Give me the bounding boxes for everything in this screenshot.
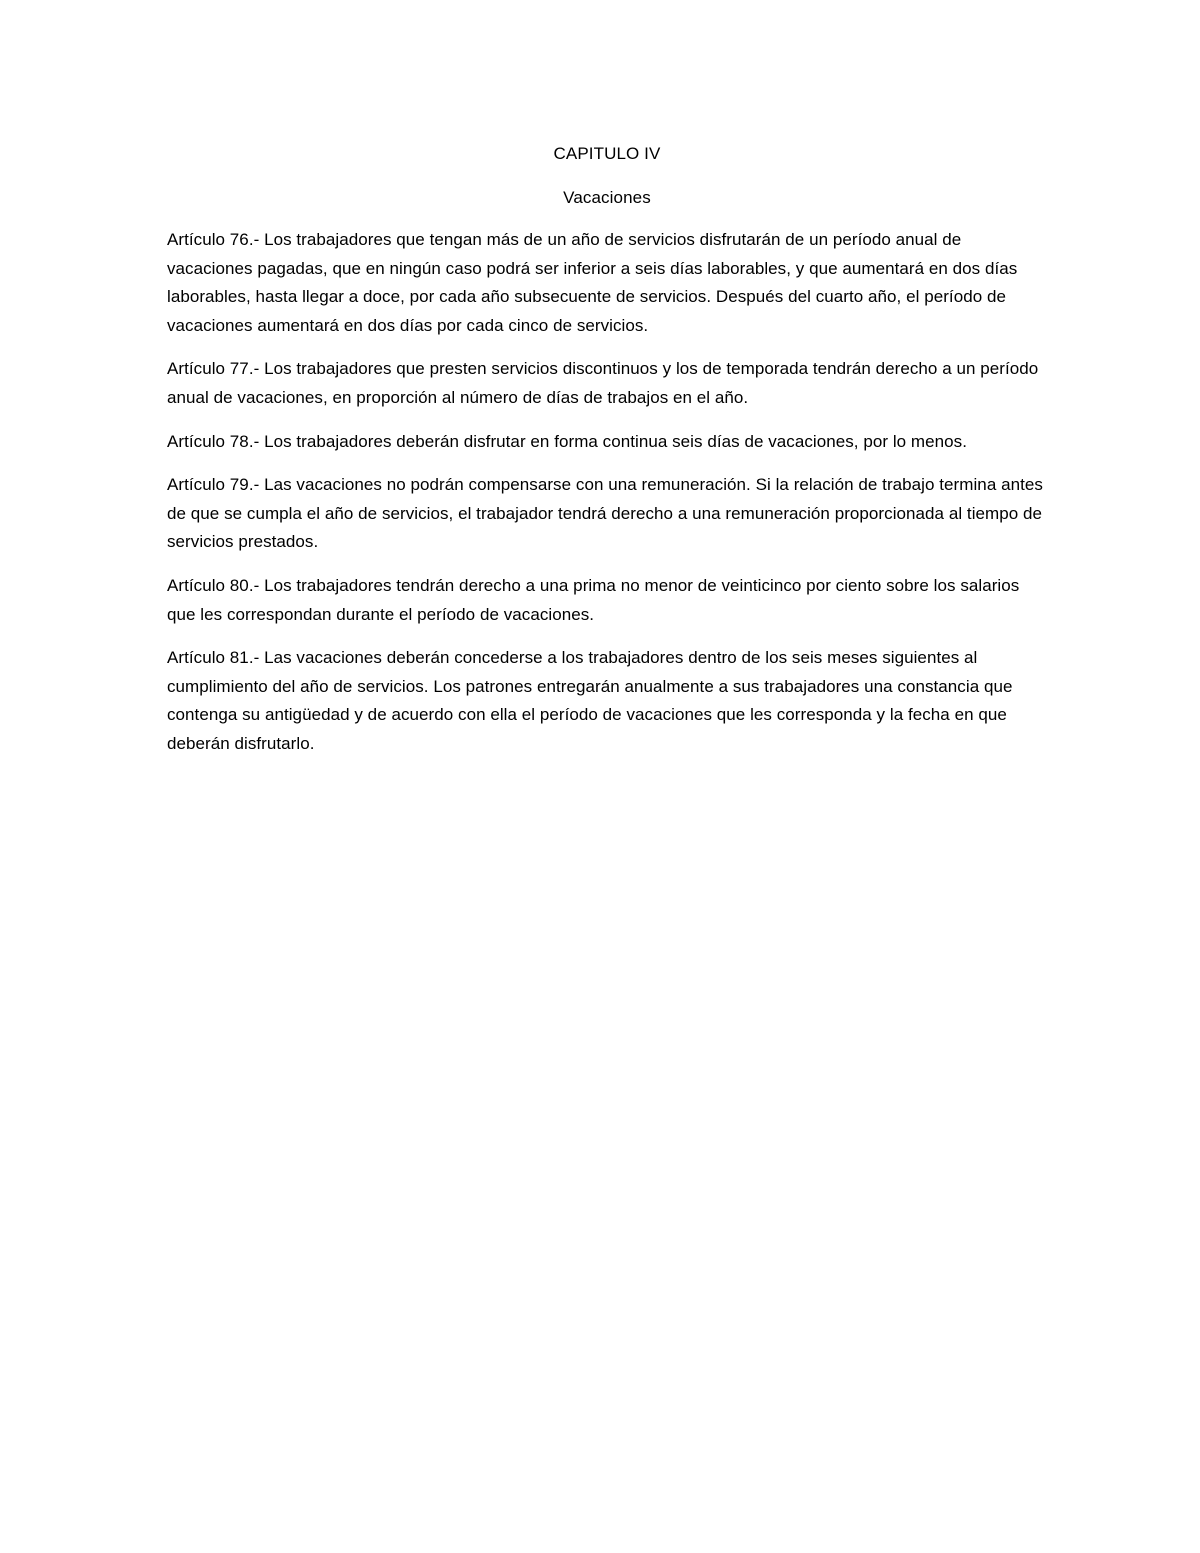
article-81: Artículo 81.- Las vacaciones deberán concederse a los trabajadores dentro de los seis meses siguientes al cumplimiento del año de servicios. Los patrones entregarán anualmente a sus trabajadores una constancia que contenga su antigüedad y de acuerdo con ella el período de vacaciones que les corresponda y la fecha en que deberán disfrutarlo. bbox=[167, 648, 1013, 753]
article-77: Artículo 77.- Los trabajadores que presten servicios discontinuos y los de temporada tendrán derecho a un período anual de vacaciones, en proporción al número de días de trabajos en el año. bbox=[167, 359, 1039, 407]
document-body bbox=[167, 140, 1047, 774]
chapter-title: CAPITULO IV bbox=[553, 144, 661, 163]
article-80: Artículo 80.- Los trabajadores tendrán derecho a una prima no menor de veinticinco por ciento sobre los salarios que les correspondan durante el período de vacaciones. bbox=[167, 575, 1020, 624]
article-76: Artículo 76.- Los trabajadores que tengan más de un año de servicios disfrutarán de un período anual de vacaciones pagadas, que en ningún caso podrá ser inferior a seis días laborables, y que aumentará en dos días laborables, hasta llegar a doce, por cada año subsecuente de servicios. Después del cuarto año, el período de vacaciones aumentará en dos días por cada cinco de servicios. bbox=[167, 230, 1018, 335]
section-title: Vacaciones bbox=[563, 188, 651, 207]
article-78: Artículo 78.- Los trabajadores deberán disfrutar en forma continua seis días de vacaciones, por lo menos. bbox=[167, 431, 967, 451]
article-79: Artículo 79.- Las vacaciones no podrán compensarse con una remuneración. Si la relación de trabajo termina antes de que se cumpla el año de servicios, el trabajador tendrá derecho a una remuneración proporcionada al tiempo de servicios prestados. bbox=[167, 475, 1043, 552]
